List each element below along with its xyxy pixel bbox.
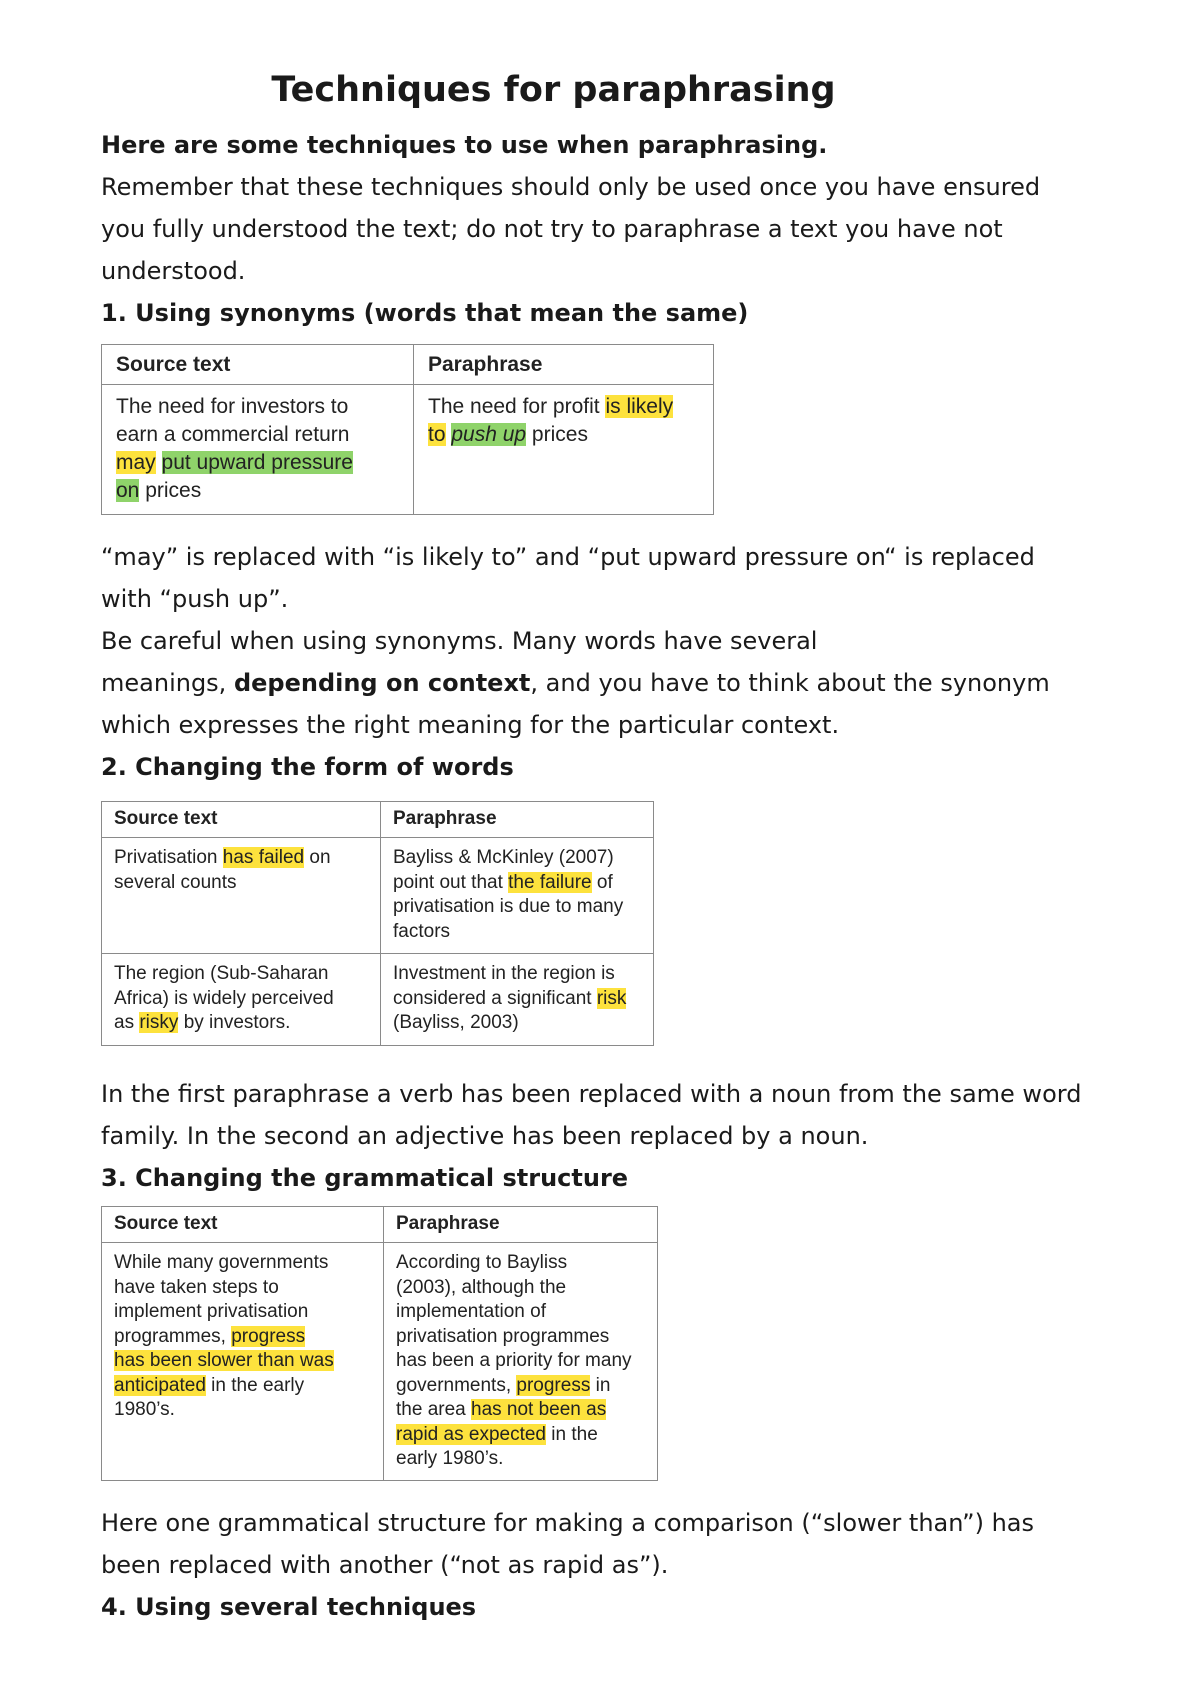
highlight-the-failure: the failure bbox=[508, 871, 592, 893]
paraphrase-cell: The need for profit is likely to push up prices bbox=[414, 385, 714, 515]
table-header-source: Source text bbox=[102, 1207, 384, 1243]
table-row: Investment in the region is considered a significant risk (Bayliss, 2003) bbox=[381, 954, 654, 1046]
highlight-push-up: push up bbox=[451, 423, 527, 446]
highlight-progress: progress bbox=[516, 1374, 591, 1396]
highlight-progress: progress bbox=[231, 1325, 306, 1347]
page-title: Techniques for paraphrasing bbox=[271, 70, 836, 110]
caution-line-3: which expresses the right meaning for the particular context. bbox=[101, 711, 840, 739]
paraphrase-cell: According to Bayliss (2003), although the implementation of privatisation programmes has been a priority for many governments, progress in the area has not been as rapid as expected in the early 1980’s. bbox=[384, 1243, 658, 1481]
highlight-is-likely: is likely bbox=[605, 395, 674, 418]
section-3-heading: 3. Changing the grammatical structure bbox=[101, 1164, 629, 1192]
table-header-source: Source text bbox=[102, 802, 381, 838]
caution-line-1: Be careful when using synonyms. Many words have several bbox=[101, 627, 818, 655]
highlight-to: to bbox=[428, 423, 446, 446]
table-header-source: Source text bbox=[102, 345, 414, 385]
highlight-risky: risky bbox=[139, 1012, 179, 1033]
source-text-cell: The need for investors to earn a commercial return may put upward pressure on prices bbox=[102, 385, 414, 515]
table-row: Bayliss & McKinley (2007) point out that the failure of privatisation is due to many factors bbox=[381, 838, 654, 954]
caution-line-2: meanings, depending on context, and you have to think about the synonym bbox=[101, 669, 1050, 697]
section-1-explanation-line-1: “may” is replaced with “is likely to” and “put upward pressure on“ is replaced bbox=[101, 543, 1035, 571]
intro-line-1: Remember that these techniques should only be used once you have ensured bbox=[101, 173, 1041, 201]
intro-lead: Here are some techniques to use when paraphrasing. bbox=[101, 131, 828, 159]
highlight-has-not-been-as: has not been as bbox=[471, 1399, 607, 1420]
section-2-explanation-line-1: In the first paraphrase a verb has been replaced with a noun from the same word bbox=[101, 1080, 1082, 1108]
section-3-explanation-line-2: been replaced with another (“not as rapid as”). bbox=[101, 1551, 669, 1579]
table-row: Privatisation has failed on several counts bbox=[102, 838, 381, 954]
intro-line-2: you fully understood the text; do not try to paraphrase a text you have not bbox=[101, 215, 1003, 243]
highlight-put-upward-pressure: put upward pressure bbox=[161, 451, 353, 474]
table-header-paraphrase: Paraphrase bbox=[414, 345, 714, 385]
intro-line-3: understood. bbox=[101, 257, 246, 285]
highlight-has-failed: has failed bbox=[222, 847, 305, 868]
highlight-rapid-as-expected: rapid as expected bbox=[396, 1423, 546, 1445]
synonyms-table bbox=[101, 344, 714, 515]
section-2-explanation-line-2: family. In the second an adjective has been replaced by a noun. bbox=[101, 1122, 869, 1150]
section-1-heading: 1. Using synonyms (words that mean the same) bbox=[101, 299, 749, 327]
source-text-cell: While many governments have taken steps to implement privatisation programmes, progress has been slower than was anticipated in the early 1980’s. bbox=[102, 1243, 384, 1481]
section-1-explanation-line-2: with “push up”. bbox=[101, 585, 289, 613]
highlight-on: on bbox=[116, 479, 140, 502]
highlight-risk: risk bbox=[596, 987, 627, 1009]
highlight-may: may bbox=[116, 451, 156, 474]
word-form-table bbox=[101, 801, 654, 1046]
emphasis-depending-on-context: depending on context bbox=[233, 669, 531, 697]
grammar-structure-table bbox=[101, 1206, 658, 1481]
table-header-paraphrase: Paraphrase bbox=[381, 802, 654, 838]
section-2-heading: 2. Changing the form of words bbox=[101, 753, 514, 781]
section-3-explanation-line-1: Here one grammatical structure for making a comparison (“slower than”) has bbox=[101, 1509, 1034, 1537]
section-4-heading: 4. Using several techniques bbox=[101, 1593, 477, 1621]
highlight-slower-than: has been slower than was bbox=[114, 1350, 334, 1371]
highlight-anticipated: anticipated bbox=[114, 1374, 206, 1396]
table-row: The region (Sub-Saharan Africa) is widely perceived as risky by investors. bbox=[102, 954, 381, 1046]
table-header-paraphrase: Paraphrase bbox=[384, 1207, 658, 1243]
